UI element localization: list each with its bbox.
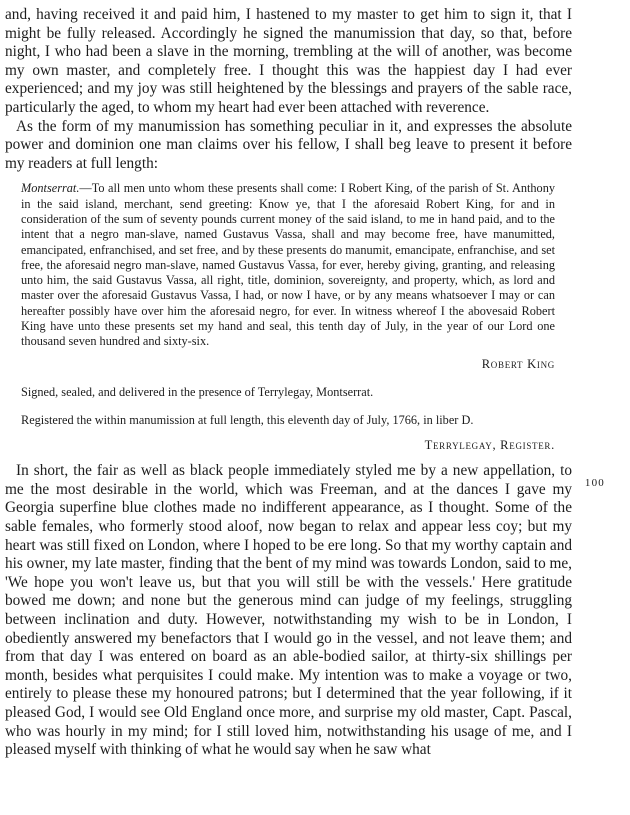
registration-line: Registered the within manumission at full length, this eleventh day of July, 1766, in liber D. (21, 412, 474, 427)
manumission-document-text (21, 181, 555, 349)
signature-robert-king: Robert King (481, 356, 555, 371)
manumission-place-name: Montserrat. (21, 181, 80, 196)
manumission-body-text: —To all men unto whom these presents shall come: I Robert King, of the parish of St. Anthony in the said island, merchant, send greeting: Know ye, that I the aforesaid Robert King, for and in consideration of the sum of seventy pounds current money of the said island, to me in hand paid, and to the intent that a negro man-slave, named Gustavus Vassa, shall and may become free, have manumitted, emancipated, enfranchised, and set free, and by these presents do manumit, emancipate, enfranchise, and set free, the aforesaid negro man-slave, named Gustavus Vassa, for ever, hereby giving, granting, and releasing unto him, the said Gustavus Vassa, all right, title, dominion, sovereignty, and property, which, as lord and master over the aforesaid Gustavus Vassa, I had, or now I have, or by any means whatsoever I may or can hereafter possibly have over him the aforesaid negro, for ever. In witness whereof I the abovesaid Robert King have unto these presents set my hand and seal, this tenth day of July, in the year of our Lord one thousand seven hundred and sixty-six. (21, 181, 555, 349)
paragraph-freeman: In short, the fair as well as black people immediately styled me by a new appellation, to me the most desirable in the world, which was Freeman, and at the dances I gave my Georgia superfine blue clothes made no indifferent appearance, as I thought. Some of the sable females, who formerly stood aloof, now began to relax and appear less coy; but my heart was still fixed on London, where I hoped to be ere long. So that my worthy captain and his owner, my late master, finding that the bent of my mind was towards London, said to me, 'We hope you won't leave us, but that you will still be with the vessels.' Here gratitude bowed me down; and none but the generous mind can judge of my feelings, struggling between inclination and duty. However, notwithstanding my wish to be in London, I obediently answered my benefactors that I would go in the vessel, and not leave them; and from that day I was entered on board as an able-bodied sailor, at thirty-six shillings per month, besides what perquisites I could make. My intention was to make a voyage or two, entirely to please these my honoured patrons; but I determined that the year following, if it pleased God, I would see Old England once more, and surprise my old master, Capt. Pascal, who was hourly in my mind; for I still loved him, notwithstanding his usage of me, and I pleased myself with thinking of what he would say when he saw what (5, 462, 572, 759)
witness-line: Signed, sealed, and delivered in the presence of Terrylegay, Montserrat. (21, 384, 374, 399)
signature-terrylegay-register: Terrylegay, Register. (424, 438, 555, 453)
paragraph-form-introduction: As the form of my manumission has something peculiar in it, and expresses the absolute power and dominion one man claims over his fellow, I shall beg leave to present it before my readers at full length: (5, 117, 572, 172)
page-number: 100 (584, 477, 605, 489)
paragraph-manumission-signed: and, having received it and paid him, I hastened to my master to get him to sign it, that I might be fully released. Accordingly he signed the manumission that day, so that, before night, I who had been a slave in the morning, trembling at the will of another, was become my own master, and completely free. I thought this was the happiest day I had ever experienced; and my joy was still heightened by the blessings and prayers of the sable race, particularly the aged, to whom my heart had ever been attached with reverence. (5, 6, 572, 116)
